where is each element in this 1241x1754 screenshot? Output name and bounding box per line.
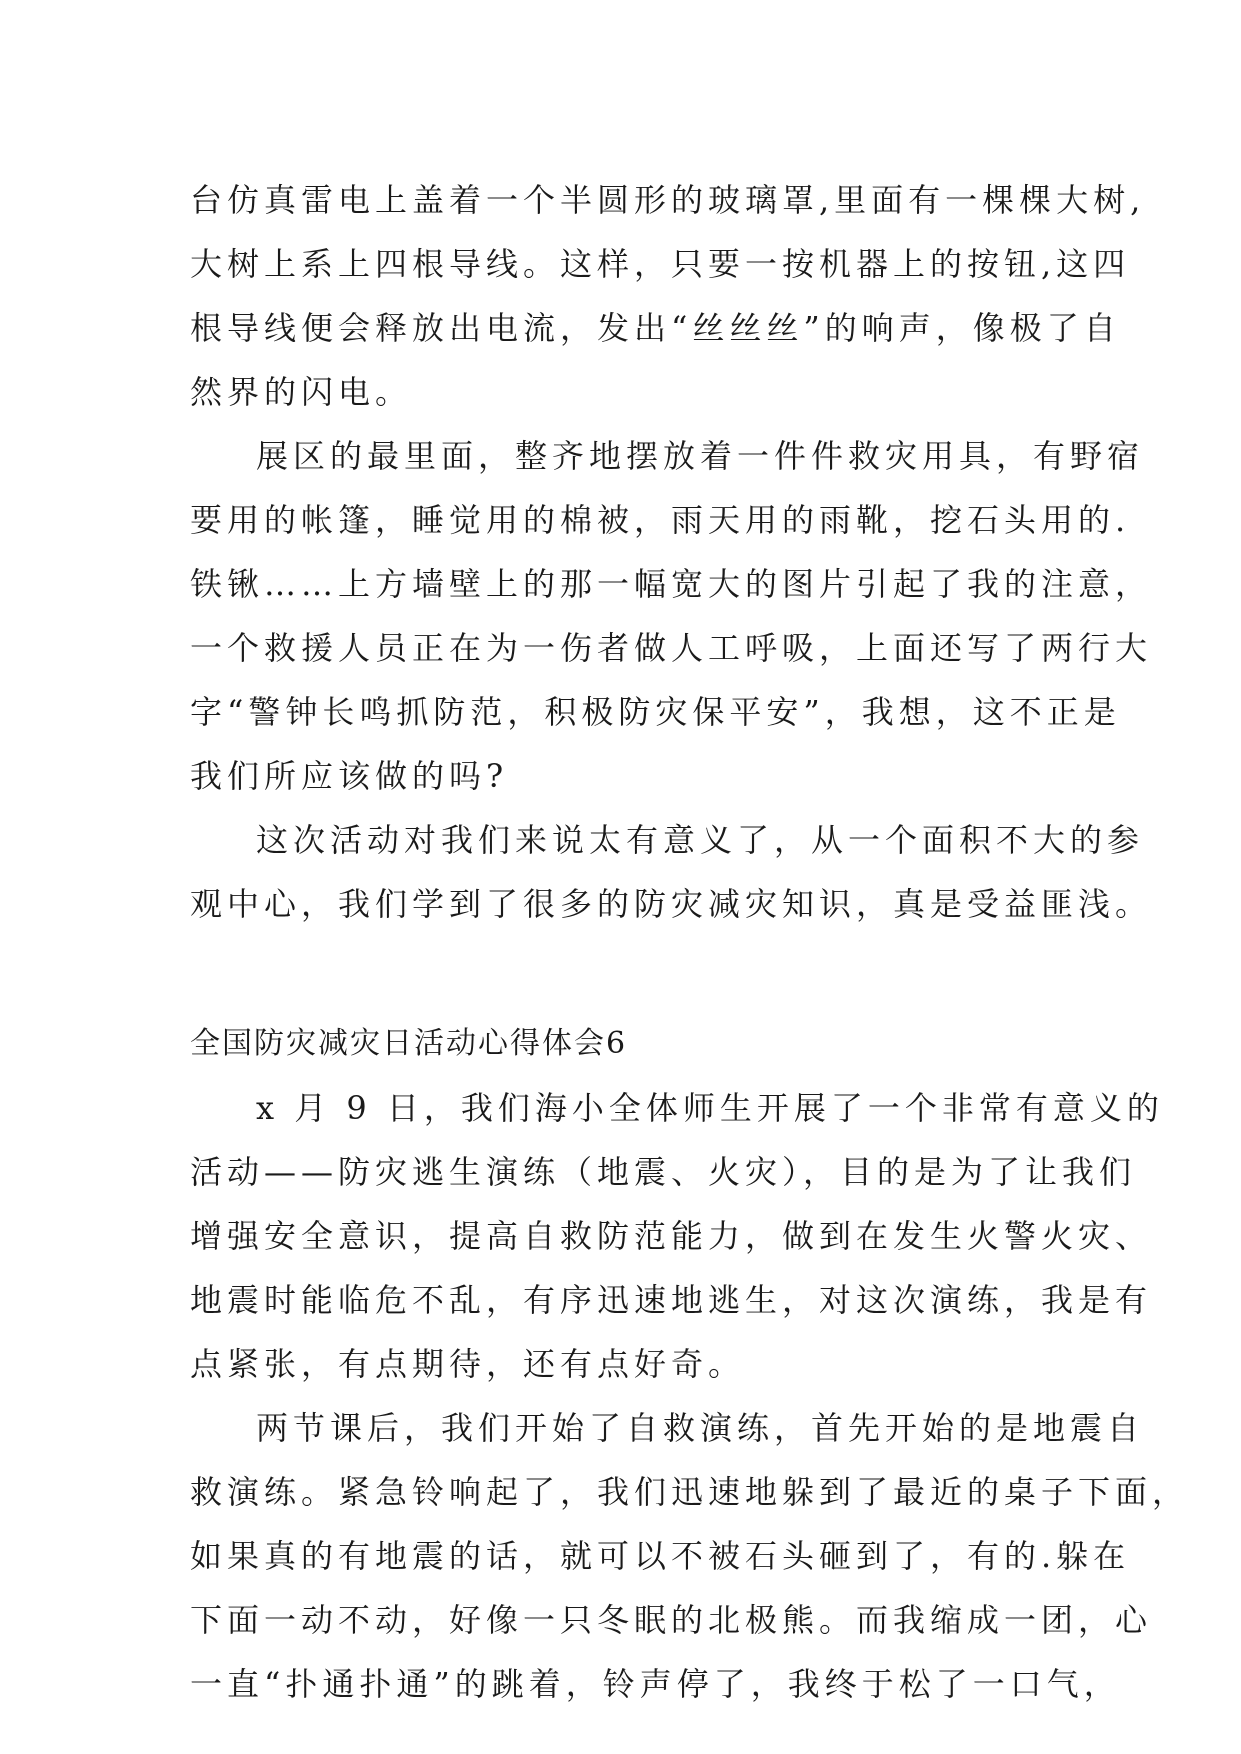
text-line: 展区的最里面，整齐地摆放着一件件救灾用具，有野宿	[256, 437, 1145, 475]
text-line: 字“警钟长鸣抓防范，积极防灾保平安”，我想，这不正是	[190, 693, 1121, 731]
text-line: x 月 9 日，我们海小全体师生开展了一个非常有意义的	[256, 1089, 1164, 1127]
text-line: 救演练。紧急铃响起了，我们迅速地躲到了最近的桌子下面，	[190, 1473, 1190, 1511]
text-line: 要用的帐篷，睡觉用的棉被，雨天用的雨靴，挖石头用的.	[190, 501, 1131, 539]
section-gap	[190, 936, 1060, 1012]
text-line: 下面一动不动，好像一只冬眠的北极熊。而我缩成一团，心	[190, 1601, 1153, 1639]
paragraph-4	[190, 1076, 1164, 1396]
text-line: 根导线便会释放出电流，发出“丝丝丝”的响声，像极了自	[190, 309, 1121, 347]
document-body	[190, 168, 1190, 1716]
text-line: 大树上系上四根导线。这样，只要一按机器上的按钮,这四	[190, 245, 1131, 283]
text-line: 两节课后，我们开始了自救演练，首先开始的是地震自	[256, 1409, 1145, 1447]
text-line: 这次活动对我们来说太有意义了，从一个面积不大的参	[256, 821, 1145, 859]
text-line: 一直“扑通扑通”的跳着，铃声停了，我终于松了一口气，	[190, 1665, 1121, 1703]
text-line: 活动——防灾逃生演练（地震、火灾），目的是为了让我们	[190, 1153, 1137, 1191]
text-line: 点紧张，有点期待，还有点好奇。	[190, 1345, 746, 1383]
paragraph-5	[190, 1396, 1190, 1716]
paragraph-3	[190, 808, 1153, 936]
section-heading: 全国防灾减灾日活动心得体会6	[190, 1026, 628, 1061]
text-line: 如果真的有地震的话，就可以不被石头砸到了，有的.躲在	[190, 1537, 1131, 1575]
paragraph-2	[190, 424, 1153, 808]
text-line: 地震时能临危不乱，有序迅速地逃生，对这次演练，我是有	[190, 1281, 1153, 1319]
text-line: 一个救援人员正在为一伤者做人工呼吸，上面还写了两行大	[190, 629, 1153, 667]
text-line: 观中心，我们学到了很多的防灾减灾知识，真是受益匪浅。	[190, 885, 1153, 923]
text-line: 然界的闪电。	[190, 373, 413, 411]
text-line: 台仿真雷电上盖着一个半圆形的玻璃罩,里面有一棵棵大树,	[190, 181, 1146, 219]
text-line: 铁锹……上方墙壁上的那一幅宽大的图片引起了我的注意，	[190, 565, 1153, 603]
paragraph-1	[190, 168, 1146, 424]
text-line: 增强安全意识，提高自救防范能力，做到在发生火警火灾、	[190, 1217, 1153, 1255]
text-line: 我们所应该做的吗?	[190, 757, 509, 795]
